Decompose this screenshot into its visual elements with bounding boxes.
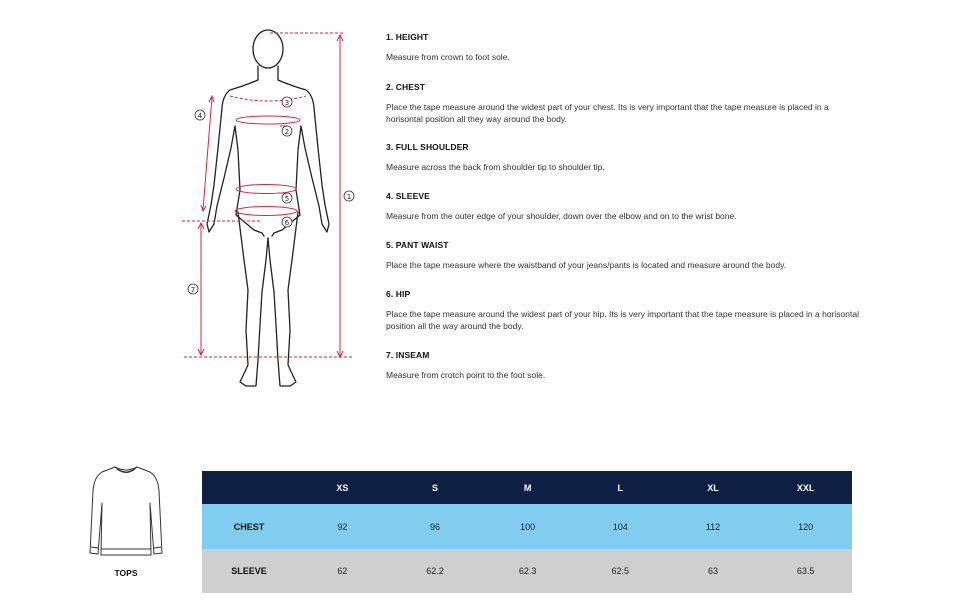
table-cell: 62.5 [611,566,630,576]
marker-4 [195,110,205,120]
step-height [386,32,866,62]
sweater-icon [88,463,164,563]
marker-6 [282,217,292,227]
step-text: Place the tape measure where the waistband of your jeans/pants is located and measure around the body. [386,260,787,270]
step-text: Measure across the back from shoulder tip to shoulder tip. [386,162,605,172]
step-chest [386,82,866,124]
table-cell: 104 [612,521,628,532]
svg-text:5: 5 [284,195,290,203]
size-chart-table [202,471,852,593]
step-text: Place the tape measure around the widest part of your hip. Its is very important that the tape measure is placed in a horisontal position all the way around the body. [386,309,859,331]
table-cell: 92 [337,521,348,532]
svg-text:2: 2 [284,128,290,136]
table-cell: 62.3 [518,566,537,576]
step-title: 1. HEIGHT [386,32,429,42]
header-corner-cell [202,471,296,504]
step-title: 6. HIP [386,289,411,299]
figure-right-leg [268,212,298,386]
figure-left-leg [238,212,268,386]
svg-text:6: 6 [284,219,290,227]
table-cell: 100 [520,521,536,532]
table-row-chest [202,504,852,549]
step-title: 7. INSEAM [386,350,430,360]
table-cell: 96 [429,521,440,532]
marker-2 [282,126,292,136]
step-sleeve [386,191,866,221]
row-label: SLEEVE [231,566,267,576]
table-row-sleeve [202,549,852,593]
figure-head [253,30,283,68]
marker-7 [188,284,198,294]
marker-3 [282,97,292,107]
svg-text:3: 3 [284,99,290,107]
marker-5 [282,193,292,203]
step-hip [386,289,866,331]
step-text: Measure from the outer edge of your shoulder, down over the elbow and on to the wrist bone. [386,211,737,221]
size-header-m: M [523,482,532,493]
svg-text:7: 7 [190,286,196,294]
table-cell: 120 [798,521,814,532]
size-header-xxl: XXL [796,482,815,493]
size-header-xs: XS [336,482,349,493]
size-header-row [202,471,852,504]
table-cell: 62 [337,566,348,576]
size-header-xl: XL [707,482,719,493]
size-header-s: S [431,482,438,493]
step-title: 4. SLEEVE [386,191,430,201]
step-inseam [386,350,866,380]
step-text: Place the tape measure around the widest part of your chest. Its is very important that the tape measure is placed in a horisontal position all they way around the body. [386,102,829,124]
table-cell: 63 [707,566,718,576]
step-full-shoulder [386,142,866,172]
step-text: Measure from crown to foot sole. [386,52,510,62]
step-title: 3. FULL SHOULDER [386,142,469,152]
svg-text:4: 4 [197,112,203,120]
table-cell: 62.2 [426,566,444,576]
step-title: 2. CHEST [386,82,426,92]
row-label: CHEST [233,521,265,532]
table-cell: 112 [705,521,721,532]
svg-text:1: 1 [346,193,352,201]
marker-1 [344,191,354,201]
step-title: 5. PANT WAIST [386,240,449,250]
body-measurement-figure [0,0,380,400]
tops-label: TOPS [114,568,138,578]
step-pant-waist [386,240,866,270]
size-header-l: L [617,482,624,493]
step-text: Measure from crotch point to the foot sole. [386,370,546,380]
table-cell: 63.5 [796,566,815,576]
